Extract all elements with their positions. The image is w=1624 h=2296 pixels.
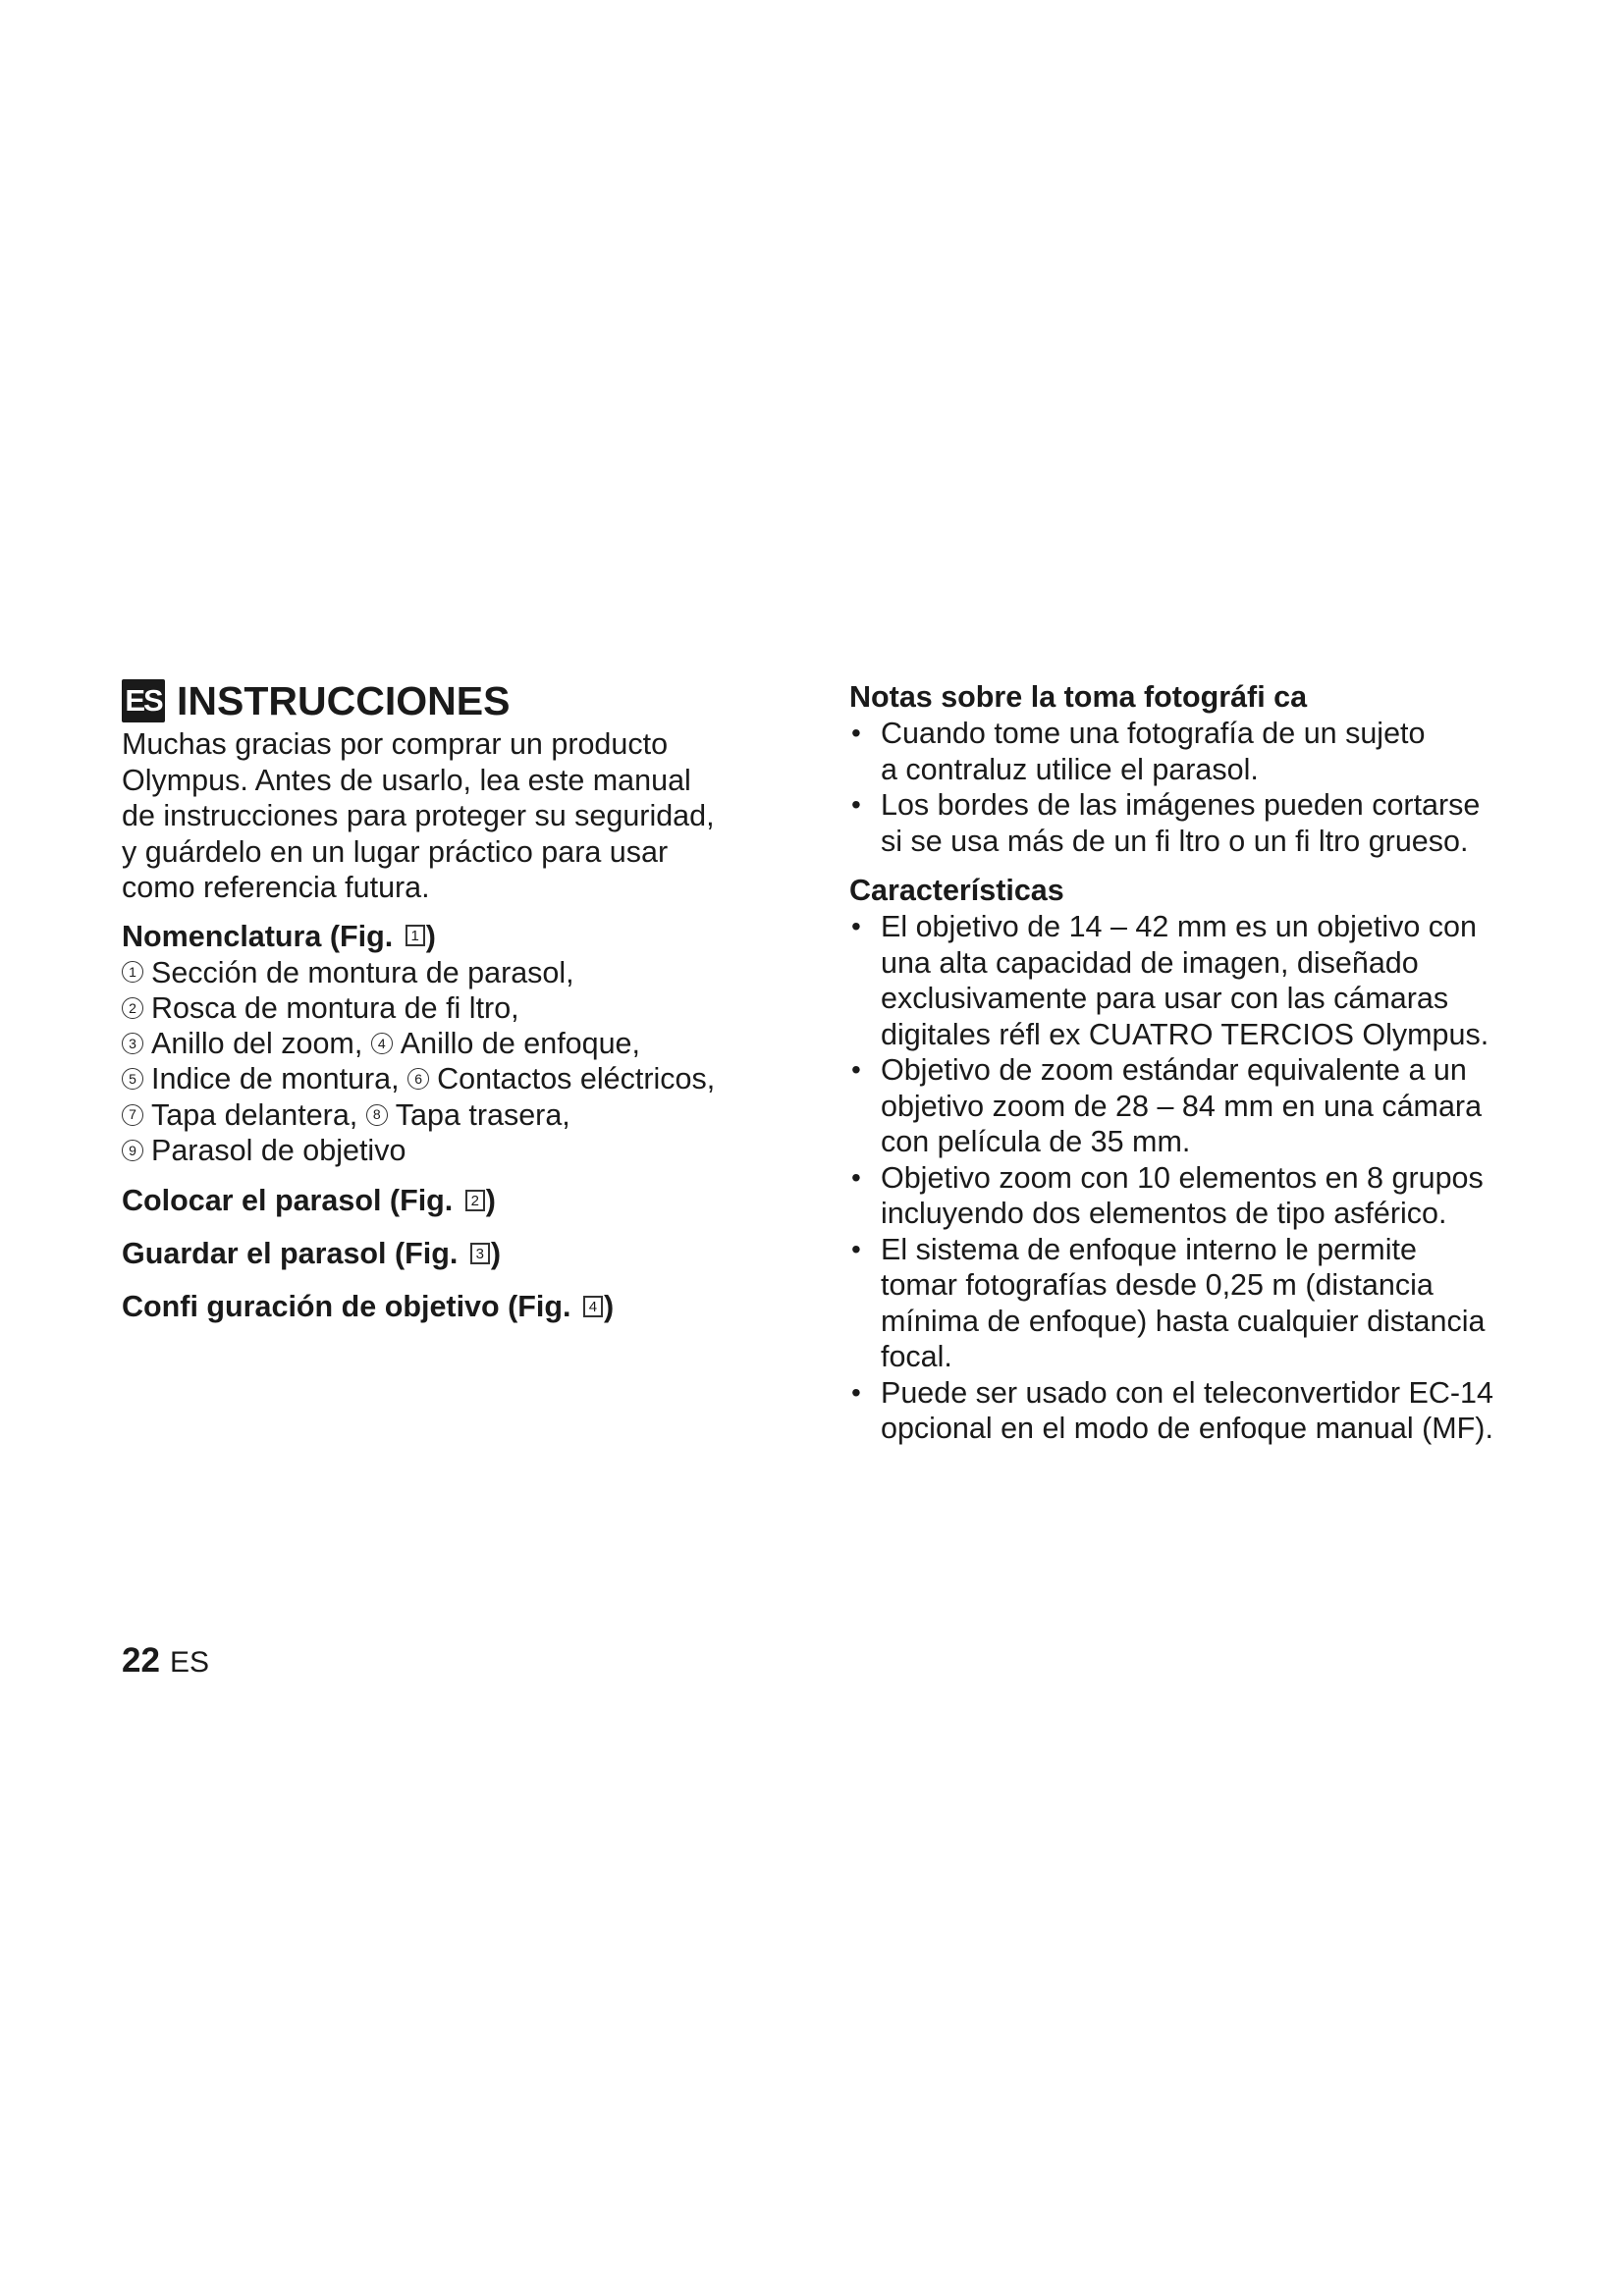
intro-paragraph <box>122 726 770 906</box>
figure-ref-icon: 2 <box>465 1190 485 1211</box>
left-column <box>122 679 770 1325</box>
figure-ref-icon: 3 <box>470 1243 490 1264</box>
page-title: INSTRUCCIONES <box>177 678 511 723</box>
part-label: Anillo del zoom, <box>151 1027 363 1061</box>
notes-heading: Notas sobre la toma fotográfi ca <box>849 680 1308 714</box>
list-item-line: focal. <box>881 1340 952 1373</box>
figure-ref-icon: 1 <box>406 925 425 946</box>
figure-ref-icon: 4 <box>583 1296 603 1317</box>
list-item-line: • El objetivo de 14 – 42 mm es un objetivo con <box>881 910 1477 943</box>
list-item-line: con película de 35 mm. <box>881 1125 1191 1158</box>
list-item-line: • Objetivo zoom con 10 elementos en 8 grupos <box>881 1160 1484 1195</box>
intro-line: Olympus. Antes de usarlo, lea este manual <box>122 763 691 797</box>
circled-number-icon: 2 <box>122 997 143 1019</box>
parts-list <box>122 955 770 1169</box>
list-item-line: exclusivamente para usar con las cámaras <box>881 982 1449 1015</box>
list-item <box>849 1052 1537 1160</box>
part-label: Parasol de objetivo <box>151 1133 406 1167</box>
parts-line <box>122 990 770 1026</box>
list-item-line: • El sistema de enfoque interno le permite <box>881 1232 1417 1266</box>
nomenclature-heading-text: Nomenclatura (Fig. <box>122 919 402 953</box>
right-column <box>849 679 1537 1447</box>
intro-line: de instrucciones para proteger su seguridad, <box>122 799 715 832</box>
parts-line <box>122 1061 770 1096</box>
circled-number-icon: 7 <box>122 1104 143 1126</box>
list-item-line: opcional en el modo de enfoque manual (MF). <box>881 1412 1493 1445</box>
paren-close: ) <box>485 1184 496 1218</box>
paren-close: ) <box>425 919 436 953</box>
list-item-line: • Los bordes de las imágenes pueden cortarse <box>881 788 1481 822</box>
circled-number-icon: 9 <box>122 1140 143 1161</box>
list-item <box>849 909 1537 1052</box>
list-item-line: a contraluz utilice el parasol. <box>881 752 1259 786</box>
circled-number-icon: 4 <box>371 1033 393 1054</box>
section-heading-text: Colocar el parasol (Fig. <box>122 1184 461 1218</box>
circled-number-icon: 3 <box>122 1033 143 1054</box>
list-item-line: • Cuando tome una fotografía de un sujeto <box>881 717 1426 750</box>
parts-line <box>122 1133 770 1168</box>
circled-number-icon: 5 <box>122 1068 143 1090</box>
circled-number-icon: 1 <box>122 961 143 983</box>
footer-lang: ES <box>169 1646 209 1679</box>
paren-close: ) <box>603 1290 615 1324</box>
list-item-line: • Puede ser usado con el teleconvertidor EC-14 <box>881 1375 1493 1410</box>
part-label: Indice de montura, <box>151 1062 400 1096</box>
parts-line <box>122 955 770 990</box>
list-item <box>849 716 1537 787</box>
section-heading-attach-hood <box>122 1183 770 1219</box>
list-item-line: una alta capacidad de imagen, diseñado <box>881 945 1419 980</box>
paren-close: ) <box>490 1237 502 1271</box>
part-label: Anillo de enfoque, <box>400 1027 640 1061</box>
parts-line <box>122 1026 770 1061</box>
list-item <box>849 787 1537 859</box>
intro-line: Muchas gracias por comprar un producto <box>122 727 669 761</box>
list-item-line: objetivo zoom de 28 – 84 mm en una cámara <box>881 1089 1483 1123</box>
section-heading-text: Guardar el parasol (Fig. <box>122 1237 466 1271</box>
part-label: Tapa delantera, <box>151 1097 358 1132</box>
list-item <box>849 1375 1537 1447</box>
page-footer <box>122 1641 209 1681</box>
section-heading-lens-config <box>122 1289 770 1325</box>
section-heading-store-hood <box>122 1236 770 1272</box>
language-badge: ES <box>122 679 165 722</box>
circled-number-icon: 8 <box>366 1104 388 1126</box>
list-item <box>849 1232 1537 1375</box>
features-heading: Características <box>849 874 1064 907</box>
intro-line: como referencia futura. <box>122 871 430 904</box>
list-item-line: si se usa más de un fi ltro o un fi ltro grueso. <box>881 824 1469 858</box>
list-item-line: mínima de enfoque) hasta cualquier distancia <box>881 1304 1486 1338</box>
circled-number-icon: 6 <box>407 1068 429 1090</box>
part-label: Rosca de montura de fi ltro, <box>151 990 519 1025</box>
part-label: Sección de montura de parasol, <box>151 955 574 989</box>
title-row <box>122 679 770 722</box>
list-item-line: incluyendo dos elementos de tipo asférico. <box>881 1197 1447 1230</box>
list-item-line: • Objetivo de zoom estándar equivalente a un <box>881 1053 1467 1087</box>
page-number: 22 <box>122 1641 160 1680</box>
list-item-line: digitales réfl ex CUATRO TERCIOS Olympus. <box>881 1017 1489 1051</box>
list-item-line: tomar fotografías desde 0,25 m (distancia <box>881 1268 1434 1302</box>
parts-line <box>122 1097 770 1133</box>
features-list <box>849 909 1537 1447</box>
part-label: Contactos eléctricos, <box>437 1062 716 1096</box>
section-heading-text: Confi guración de objetivo (Fig. <box>122 1290 579 1324</box>
notes-list <box>849 716 1537 859</box>
list-item <box>849 1160 1537 1232</box>
nomenclature-heading <box>122 919 770 955</box>
part-label: Tapa trasera, <box>395 1097 570 1132</box>
intro-line: y guárdelo en un lugar práctico para usar <box>122 834 669 869</box>
